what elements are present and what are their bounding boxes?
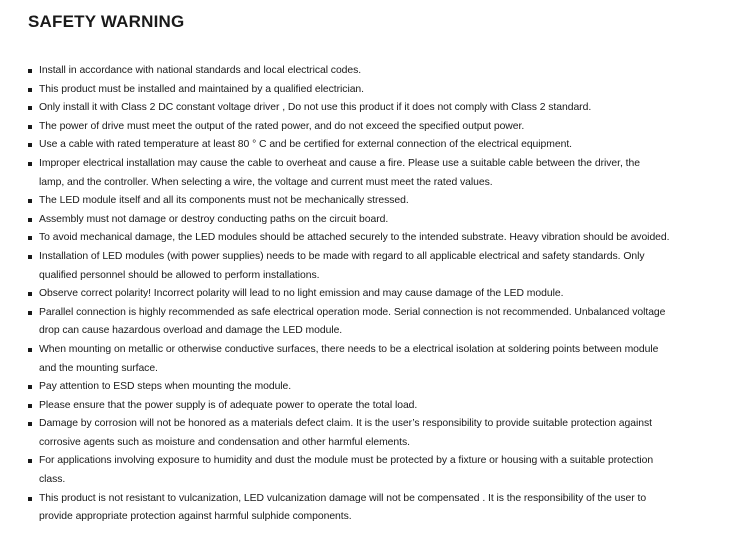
bullet-icon xyxy=(28,497,32,501)
list-item-text-line-1: When mounting on metallic or otherwise conductive surfaces, there needs to be a electrical isolation at soldering points between module xyxy=(39,343,659,355)
bullet-icon xyxy=(28,106,32,110)
list-item-text-line-2: and the mounting surface. xyxy=(39,362,158,374)
list-item-text-line-1: For applications involving exposure to humidity and dust the module must be protected by a fixture or housing with a suitable protection xyxy=(39,455,654,467)
bullet-icon xyxy=(28,292,32,296)
list-item xyxy=(28,378,728,397)
bullet-icon xyxy=(28,143,32,147)
list-item xyxy=(28,285,728,304)
list-item xyxy=(28,415,728,452)
bullet-icon xyxy=(28,218,32,222)
list-item xyxy=(28,304,728,341)
list-item-text: The LED module itself and all its components must not be mechanically stressed. xyxy=(39,195,409,207)
list-item-text: Use a cable with rated temperature at least 80 ° C and be certified for external connection of the electrical equipment. xyxy=(39,139,572,151)
list-item xyxy=(28,81,728,100)
list-item-text-line-1: Parallel connection is highly recommended as safe electrical operation mode. Serial connection is not recommended. Unbalanced voltage xyxy=(39,306,666,318)
list-item xyxy=(28,192,728,211)
bullet-icon xyxy=(28,404,32,408)
bullet-icon xyxy=(28,162,32,166)
list-item xyxy=(28,397,728,416)
list-item xyxy=(28,62,728,81)
page-title: SAFETY WARNING xyxy=(28,12,185,31)
list-item-text: Observe correct polarity! Incorrect polarity will lead to no light emission and may cause damage of the LED module. xyxy=(39,288,564,300)
bullet-icon xyxy=(28,459,32,463)
list-item-text-line-1: Installation of LED modules (with power supplies) needs to be made with regard to all applicable electrical and safety standards. Only xyxy=(39,250,645,262)
list-item-text-line-2: corrosive agents such as moisture and condensation and other harmful elements. xyxy=(39,436,410,448)
list-item xyxy=(28,136,728,155)
list-item xyxy=(28,341,728,378)
bullet-icon xyxy=(28,422,32,426)
list-item-text-line-2: qualified personnel should be allowed to perform installations. xyxy=(39,269,320,281)
list-item xyxy=(28,452,728,489)
list-item xyxy=(28,155,728,192)
list-item-text-line-2: lamp, and the controller. When selecting a wire, the voltage and current must meet the rated values. xyxy=(39,176,493,188)
list-item-text-line-2: drop can cause hazardous overload and damage the LED module. xyxy=(39,325,343,337)
bullet-icon xyxy=(28,69,32,73)
list-item-text: Please ensure that the power supply is of adequate power to operate the total load. xyxy=(39,399,418,411)
list-item xyxy=(28,248,728,285)
list-item-text-line-1: This product is not resistant to vulcanization, LED vulcanization damage will not be compensated . It is the responsibility of the user to xyxy=(39,492,647,504)
list-item-text-line-2: provide appropriate protection against harmful sulphide components. xyxy=(39,511,352,523)
list-item xyxy=(28,211,728,230)
bullet-icon xyxy=(28,88,32,92)
bullet-icon xyxy=(28,199,32,203)
list-item-text: Install in accordance with national standards and local electrical codes. xyxy=(39,65,362,76)
bullet-icon xyxy=(28,348,32,352)
list-item xyxy=(28,229,728,248)
list-item-text: Pay attention to ESD steps when mounting the module. xyxy=(39,381,292,393)
list-item-text: Only install it with Class 2 DC constant voltage driver , Do not use this product if it does not comply with Class 2 standard. xyxy=(39,102,592,114)
list-item xyxy=(28,490,728,527)
list-item-text-line-1: Improper electrical installation may cause the cable to overheat and cause a fire. Please use a suitable cable between the driver, the xyxy=(39,157,640,169)
list-item-text-line-1: Damage by corrosion will not be honored as a materials defect claim. It is the user’s responsibility to provide suitable protection against xyxy=(39,418,652,430)
bullet-icon xyxy=(28,236,32,240)
list-item-text: The power of drive must meet the output of the rated power, and do not exceed the specified output power. xyxy=(39,120,525,132)
list-item-text-line-2: class. xyxy=(39,474,66,486)
bullet-icon xyxy=(28,311,32,315)
bullet-icon xyxy=(28,255,32,259)
list-item-text: To avoid mechanical damage, the LED modules should be attached securely to the intended substrate. Heavy vibration should be avoided. xyxy=(39,232,670,244)
list-item xyxy=(28,118,728,137)
list-item xyxy=(28,99,728,118)
bullet-icon xyxy=(28,385,32,389)
list-item-text: This product must be installed and maintained by a qualified electrician. xyxy=(39,83,364,95)
bullet-icon xyxy=(28,125,32,129)
warning-list xyxy=(28,62,728,527)
list-item-text: Assembly must not damage or destroy conducting paths on the circuit board. xyxy=(39,213,389,225)
